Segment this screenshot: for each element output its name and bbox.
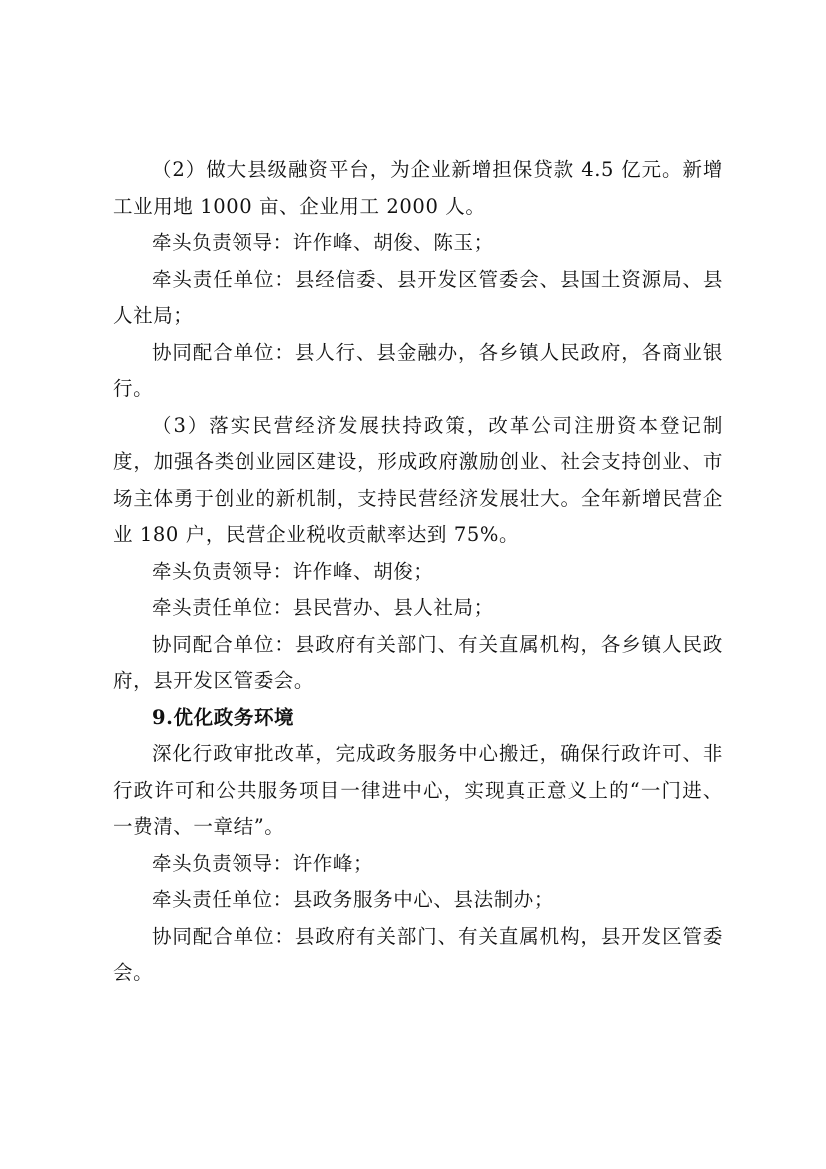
paragraph-cooperating-units-2: 协同配合单位：县政府有关部门、有关直属机构，各乡镇人民政府，县开发区管委会。 bbox=[113, 632, 723, 692]
paragraph-private-economy: （3）落实民营经济发展扶持政策，改革公司注册资本登记制度，加强各类创业园区建设，形成政府激励创业、社会支持创业、市场主体勇于创业的新机制，支持民营经济发展壮大。全年新增民营企业 180 户，民营企业税收贡献率达到 75%。 bbox=[113, 413, 723, 546]
paragraph-lead-units-2: 牵头责任单位：县民营办、县人社局； bbox=[152, 596, 494, 619]
paragraph-cooperating-units-3: 协同配合单位：县政府有关部门、有关直属机构，县开发区管委会。 bbox=[113, 924, 723, 984]
paragraph-lead-units-3: 牵头责任单位：县政务服务中心、县法制办； bbox=[152, 888, 555, 911]
paragraph-lead-units-1: 牵头责任单位：县经信委、县开发区管委会、县国土资源局、县人社局； bbox=[113, 267, 723, 327]
paragraph-financing-platform: （2）做大县级融资平台，为企业新增担保贷款 4.5 亿元。新增工业用地 1000 亩、企业用工 2000 人。 bbox=[113, 158, 723, 218]
paragraph-lead-leaders-3: 牵头负责领导：许作峰； bbox=[152, 851, 374, 875]
paragraph-cooperating-units-1: 协同配合单位：县人行、县金融办，各乡镇人民政府，各商业银行。 bbox=[113, 340, 723, 400]
paragraph-lead-leaders-1: 牵头负责领导：许作峰、胡俊、陈玉； bbox=[152, 231, 494, 254]
paragraph-lead-leaders-2: 牵头负责领导：许作峰、胡俊； bbox=[152, 559, 434, 583]
paragraph-administrative-reform: 深化行政审批改革，完成政务服务中心搬迁，确保行政许可、非行政许可和公共服务项目一律进中心，实现真正意义上的“一门进、一费清、一章结”。 bbox=[113, 742, 723, 838]
document-body bbox=[113, 152, 723, 992]
section-heading: 9.优化政务环境 bbox=[152, 705, 295, 729]
